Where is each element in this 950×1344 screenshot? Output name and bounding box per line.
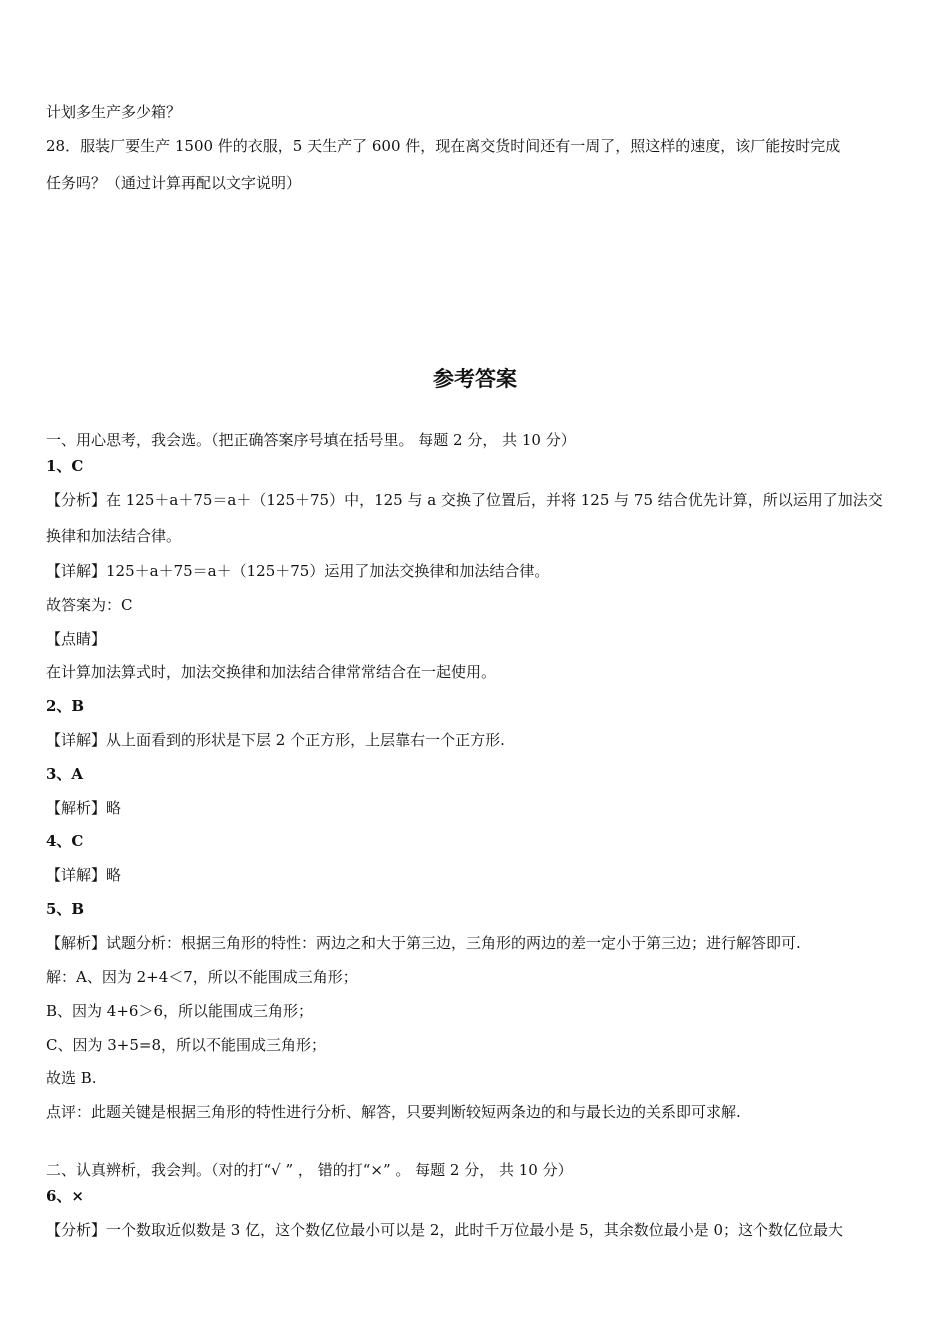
answer-3-analysis: 【解析】略	[46, 799, 122, 817]
answer-3: 3、A	[46, 765, 84, 783]
answer-5: 5、B	[46, 900, 85, 918]
answer-5-solution-c: C、因为 3+5=8，所以不能围成三角形；	[46, 1036, 327, 1054]
answer-5-solution-a: 解：A、因为 2+4＜7，所以不能围成三角形；	[46, 968, 358, 986]
answer-4-detail: 【详解】略	[46, 866, 122, 884]
answer-4: 4、C	[46, 832, 84, 850]
answer-6-analysis: 【分析】一个数取近似数是 3 亿，这个数亿位最小可以是 2，此时千万位最小是 5，其余数位最小是 0；这个数亿位最大	[46, 1221, 844, 1239]
answer-5-comment: 点评：此题关键是根据三角形的特性进行分析、解答，只要判断较短两条边的和与最长边的关系即可求解.	[46, 1103, 741, 1121]
section-2-heading: 二、认真辨析，我会判。（对的打“√ ” ， 错的打“×” 。 每题 2 分， 共 10 分）	[46, 1161, 573, 1179]
section-1-heading: 一、用心思考，我会选。（把正确答案序号填在括号里。 每题 2 分， 共 10 分）	[46, 431, 576, 449]
answer-title: 参考答案	[433, 367, 517, 391]
question-27-tail: 计划多生产多少箱？	[46, 103, 182, 121]
answer-1-conclusion: 故答案为：C	[46, 596, 133, 614]
answer-6: 6、×	[46, 1187, 85, 1205]
answer-2: 2、B	[46, 697, 85, 715]
answer-2-detail: 【详解】从上面看到的形状是下层 2 个正方形，上层靠右一个正方形.	[46, 731, 505, 749]
answer-5-solution-b: B、因为 4+6＞6，所以能围成三角形；	[46, 1002, 313, 1020]
answer-1-note-label: 【点睛】	[46, 630, 107, 648]
answer-1-note: 在计算加法算式时，加法交换律和加法结合律常常结合在一起使用。	[46, 663, 497, 681]
question-28-line-1: 28．服装厂要生产 1500 件的衣服，5 天生产了 600 件，现在离交货时间还有一周了，照这样的速度，该厂能按时完成	[46, 137, 841, 155]
answer-1-analysis-line-2: 换律和加法结合律。	[46, 527, 182, 545]
answer-1-detail: 【详解】125＋a＋75＝a＋（125＋75）运用了加法交换律和加法结合律。	[46, 562, 550, 580]
question-28-line-2: 任务吗？（通过计算再配以文字说明）	[46, 174, 302, 192]
answer-1: 1、C	[46, 457, 84, 475]
answer-1-analysis-line-1: 【分析】在 125＋a＋75＝a＋（125＋75）中，125 与 a 交换了位置后，并将 125 与 75 结合优先计算，所以运用了加法交	[46, 491, 883, 509]
answer-5-choice: 故选 B.	[46, 1069, 97, 1087]
answer-5-analysis: 【解析】试题分析：根据三角形的特性：两边之和大于第三边，三角形的两边的差一定小于第三边；进行解答即可.	[46, 934, 801, 952]
